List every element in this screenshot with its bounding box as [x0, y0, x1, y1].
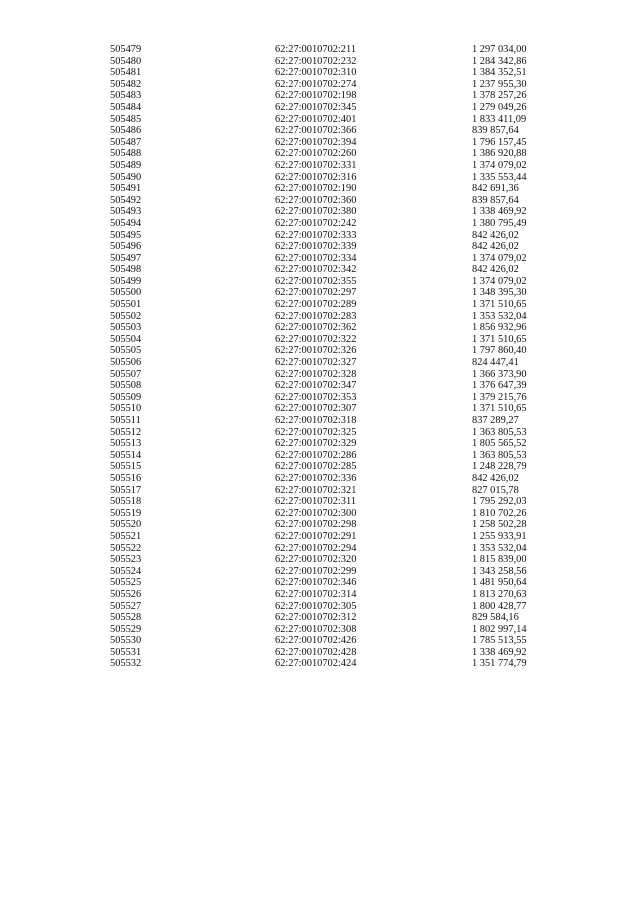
record-number: 505524	[110, 565, 142, 577]
cadastral-number: 62:27:0010702:329	[275, 438, 357, 450]
cadastral-value: 1 335 553,44	[472, 171, 527, 183]
cadastral-value: 1 348 395,30	[472, 287, 527, 299]
cadastral-number: 62:27:0010702:327	[275, 357, 357, 369]
cadastral-value: 837 289,27	[472, 415, 519, 426]
cadastral-value: 1 248 228,79	[472, 461, 527, 473]
cadastral-value: 1 856 932,96	[472, 322, 527, 334]
cadastral-number: 62:27:0010702:316	[275, 171, 357, 183]
table-row	[0, 44, 640, 56]
table-row	[0, 508, 640, 520]
cadastral-number: 62:27:0010702:426	[275, 635, 357, 647]
record-number: 505480	[110, 55, 142, 67]
table-row	[0, 311, 640, 323]
record-number: 505507	[110, 368, 142, 380]
cadastral-value: 1 376 647,39	[472, 380, 527, 392]
cadastral-number: 62:27:0010702:299	[275, 565, 357, 577]
table-row	[0, 543, 640, 555]
cadastral-value: 1 833 411,09	[472, 113, 527, 125]
record-number: 505531	[110, 646, 142, 658]
table-row	[0, 577, 640, 589]
cadastral-value: 827 015,78	[472, 484, 519, 496]
table-row	[0, 345, 640, 357]
table-row	[0, 403, 640, 415]
cadastral-value: 1 378 257,26	[472, 90, 527, 102]
table-row	[0, 369, 640, 381]
table-row	[0, 624, 640, 636]
table-row	[0, 102, 640, 114]
cadastral-value: 1 279 049,26	[472, 101, 527, 113]
cadastral-value: 829 584,16	[472, 612, 519, 624]
cadastral-number: 62:27:0010702:336	[275, 472, 357, 484]
cadastral-value: 1 338 469,92	[472, 206, 527, 218]
cadastral-number: 62:27:0010702:283	[275, 310, 357, 322]
cadastral-number: 62:27:0010702:320	[275, 554, 357, 566]
record-number: 505506	[110, 357, 142, 369]
record-number: 505512	[110, 426, 142, 438]
cadastral-value: 1 371 510,65	[472, 333, 527, 345]
cadastral-number: 62:27:0010702:328	[275, 368, 357, 380]
cadastral-value: 842 691,36	[472, 183, 519, 195]
record-number: 505528	[110, 612, 142, 624]
record-number: 505520	[110, 519, 142, 531]
record-number: 505479	[110, 44, 142, 55]
cadastral-value: 1 366 373,90	[472, 368, 527, 380]
cadastral-value: 1 371 510,65	[472, 403, 527, 415]
record-number: 505496	[110, 241, 142, 253]
cadastral-value: 1 380 795,49	[472, 217, 527, 229]
record-number: 505513	[110, 438, 142, 450]
cadastral-value: 842 426,02	[472, 472, 519, 484]
table-row	[0, 264, 640, 276]
record-number: 505505	[110, 345, 142, 357]
table-row	[0, 67, 640, 79]
cadastral-value: 1 343 258,56	[472, 565, 527, 577]
table-row	[0, 90, 640, 102]
table-row	[0, 230, 640, 242]
table-row	[0, 206, 640, 218]
record-number: 505518	[110, 496, 142, 508]
table-row	[0, 473, 640, 485]
table-row	[0, 148, 640, 160]
record-number: 505489	[110, 159, 142, 171]
cadastral-number: 62:27:0010702:310	[275, 67, 357, 79]
cadastral-number: 62:27:0010702:321	[275, 484, 357, 496]
cadastral-number: 62:27:0010702:355	[275, 275, 357, 287]
record-number: 505503	[110, 322, 142, 334]
table-row	[0, 589, 640, 601]
cadastral-number: 62:27:0010702:325	[275, 426, 357, 438]
cadastral-value: 1 374 079,02	[472, 252, 527, 264]
cadastral-number: 62:27:0010702:285	[275, 461, 357, 473]
record-number: 505499	[110, 275, 142, 287]
cadastral-value: 1 351 774,79	[472, 658, 527, 670]
cadastral-number: 62:27:0010702:260	[275, 148, 357, 160]
cadastral-number: 62:27:0010702:339	[275, 241, 357, 253]
cadastral-number: 62:27:0010702:294	[275, 542, 357, 554]
table-row	[0, 496, 640, 508]
table-row	[0, 647, 640, 659]
cadastral-value: 1 800 428,77	[472, 600, 527, 612]
table-row	[0, 299, 640, 311]
table-row	[0, 125, 640, 137]
cadastral-value: 1 353 532,04	[472, 542, 527, 554]
record-number: 505482	[110, 78, 142, 90]
cadastral-value: 1 797 860,40	[472, 345, 527, 357]
record-number: 505529	[110, 623, 142, 635]
record-number: 505501	[110, 299, 142, 311]
table-row	[0, 658, 640, 670]
cadastral-number: 62:27:0010702:307	[275, 403, 357, 415]
record-number: 505494	[110, 217, 142, 229]
record-number: 505500	[110, 287, 142, 299]
cadastral-number: 62:27:0010702:274	[275, 78, 357, 90]
cadastral-number: 62:27:0010702:380	[275, 206, 357, 218]
cadastral-number: 62:27:0010702:428	[275, 646, 357, 658]
cadastral-value: 1 815 839,00	[472, 554, 527, 566]
table-row	[0, 276, 640, 288]
cadastral-number: 62:27:0010702:331	[275, 159, 357, 171]
cadastral-number: 62:27:0010702:322	[275, 333, 357, 345]
cadastral-value: 1 363 805,53	[472, 449, 527, 461]
cadastral-number: 62:27:0010702:232	[275, 55, 357, 67]
cadastral-number: 62:27:0010702:305	[275, 600, 357, 612]
cadastral-value: 1 255 933,91	[472, 530, 527, 542]
record-number: 505485	[110, 113, 142, 125]
table-row	[0, 172, 640, 184]
data-table	[0, 44, 640, 670]
cadastral-value: 1 796 157,45	[472, 136, 527, 148]
table-row	[0, 137, 640, 149]
cadastral-number: 62:27:0010702:291	[275, 530, 357, 542]
cadastral-number: 62:27:0010702:286	[275, 449, 357, 461]
record-number: 505484	[110, 101, 142, 113]
table-row	[0, 218, 640, 230]
table-row	[0, 461, 640, 473]
cadastral-number: 62:27:0010702:211	[275, 44, 357, 55]
table-row	[0, 554, 640, 566]
record-number: 505530	[110, 635, 142, 647]
cadastral-number: 62:27:0010702:300	[275, 507, 357, 519]
cadastral-number: 62:27:0010702:353	[275, 391, 357, 403]
record-number: 505488	[110, 148, 142, 160]
table-row	[0, 450, 640, 462]
cadastral-value: 842 426,02	[472, 264, 519, 276]
cadastral-number: 62:27:0010702:424	[275, 658, 357, 670]
cadastral-number: 62:27:0010702:198	[275, 90, 357, 102]
cadastral-number: 62:27:0010702:242	[275, 217, 357, 229]
cadastral-number: 62:27:0010702:333	[275, 229, 357, 241]
table-row	[0, 519, 640, 531]
cadastral-value: 839 857,64	[472, 125, 519, 137]
cadastral-number: 62:27:0010702:298	[275, 519, 357, 531]
cadastral-number: 62:27:0010702:347	[275, 380, 357, 392]
record-number: 505516	[110, 472, 142, 484]
cadastral-number: 62:27:0010702:342	[275, 264, 357, 276]
record-number: 505510	[110, 403, 142, 415]
table-row	[0, 334, 640, 346]
record-number: 505490	[110, 171, 142, 183]
record-number: 505525	[110, 577, 142, 589]
record-number: 505486	[110, 125, 142, 137]
cadastral-number: 62:27:0010702:297	[275, 287, 357, 299]
table-row	[0, 160, 640, 172]
table-row	[0, 322, 640, 334]
record-number: 505493	[110, 206, 142, 218]
cadastral-value: 1 374 079,02	[472, 275, 527, 287]
table-row	[0, 601, 640, 613]
record-number: 505527	[110, 600, 142, 612]
record-number: 505498	[110, 264, 142, 276]
table-row	[0, 531, 640, 543]
cadastral-value: 824 447,41	[472, 357, 519, 369]
cadastral-value: 1 297 034,00	[472, 44, 527, 55]
table-row	[0, 380, 640, 392]
cadastral-value: 1 481 950,64	[472, 577, 527, 589]
cadastral-value: 842 426,02	[472, 241, 519, 253]
table-row	[0, 287, 640, 299]
record-number: 505515	[110, 461, 142, 473]
record-number: 505511	[110, 415, 141, 426]
record-number: 505508	[110, 380, 142, 392]
cadastral-value: 1 384 352,51	[472, 67, 527, 79]
cadastral-number: 62:27:0010702:311	[275, 496, 357, 508]
cadastral-value: 1 805 565,52	[472, 438, 527, 450]
record-number: 505487	[110, 136, 142, 148]
cadastral-number: 62:27:0010702:345	[275, 101, 357, 113]
table-row	[0, 438, 640, 450]
record-number: 505532	[110, 658, 142, 670]
record-number: 505502	[110, 310, 142, 322]
record-number: 505481	[110, 67, 142, 79]
table-row	[0, 485, 640, 497]
cadastral-value: 1 810 702,26	[472, 507, 527, 519]
table-row	[0, 241, 640, 253]
cadastral-number: 62:27:0010702:289	[275, 299, 357, 311]
record-number: 505495	[110, 229, 142, 241]
record-number: 505522	[110, 542, 142, 554]
record-number: 505514	[110, 449, 142, 461]
cadastral-number: 62:27:0010702:366	[275, 125, 357, 137]
cadastral-value: 1 284 342,86	[472, 55, 527, 67]
cadastral-value: 1 802 997,14	[472, 623, 527, 635]
table-row	[0, 114, 640, 126]
record-number: 505497	[110, 252, 142, 264]
cadastral-number: 62:27:0010702:326	[275, 345, 357, 357]
cadastral-number: 62:27:0010702:308	[275, 623, 357, 635]
cadastral-value: 1 237 955,30	[472, 78, 527, 90]
cadastral-value: 1 785 513,55	[472, 635, 527, 647]
cadastral-number: 62:27:0010702:394	[275, 136, 357, 148]
table-row	[0, 56, 640, 68]
cadastral-value: 1 795 292,03	[472, 496, 527, 508]
cadastral-value: 1 353 532,04	[472, 310, 527, 322]
cadastral-value: 842 426,02	[472, 229, 519, 241]
cadastral-value: 1 813 270,63	[472, 588, 527, 600]
cadastral-value: 1 338 469,92	[472, 646, 527, 658]
record-number: 505521	[110, 530, 142, 542]
cadastral-number: 62:27:0010702:314	[275, 588, 357, 600]
record-number: 505483	[110, 90, 142, 102]
cadastral-number: 62:27:0010702:318	[275, 415, 357, 426]
record-number: 505523	[110, 554, 142, 566]
cadastral-number: 62:27:0010702:312	[275, 612, 357, 624]
cadastral-value: 1 379 215,76	[472, 391, 527, 403]
table-row	[0, 183, 640, 195]
table-row	[0, 612, 640, 624]
table-row	[0, 253, 640, 265]
table-row	[0, 415, 640, 427]
cadastral-value: 1 363 805,53	[472, 426, 527, 438]
table-row	[0, 427, 640, 439]
record-number: 505526	[110, 588, 142, 600]
cadastral-number: 62:27:0010702:362	[275, 322, 357, 334]
table-row	[0, 195, 640, 207]
cadastral-value: 839 857,64	[472, 194, 519, 206]
cadastral-number: 62:27:0010702:401	[275, 113, 357, 125]
table-row	[0, 566, 640, 578]
cadastral-number: 62:27:0010702:190	[275, 183, 357, 195]
cadastral-number: 62:27:0010702:360	[275, 194, 357, 206]
cadastral-number: 62:27:0010702:346	[275, 577, 357, 589]
cadastral-value: 1 258 502,28	[472, 519, 527, 531]
cadastral-number: 62:27:0010702:334	[275, 252, 357, 264]
table-row	[0, 635, 640, 647]
cadastral-value: 1 374 079,02	[472, 159, 527, 171]
cadastral-value: 1 371 510,65	[472, 299, 527, 311]
record-number: 505504	[110, 333, 142, 345]
record-number: 505491	[110, 183, 142, 195]
record-number: 505492	[110, 194, 142, 206]
record-number: 505517	[110, 484, 142, 496]
record-number: 505519	[110, 507, 142, 519]
table-row	[0, 392, 640, 404]
table-row	[0, 79, 640, 91]
table-row	[0, 357, 640, 369]
cadastral-value: 1 386 920,88	[472, 148, 527, 160]
record-number: 505509	[110, 391, 142, 403]
